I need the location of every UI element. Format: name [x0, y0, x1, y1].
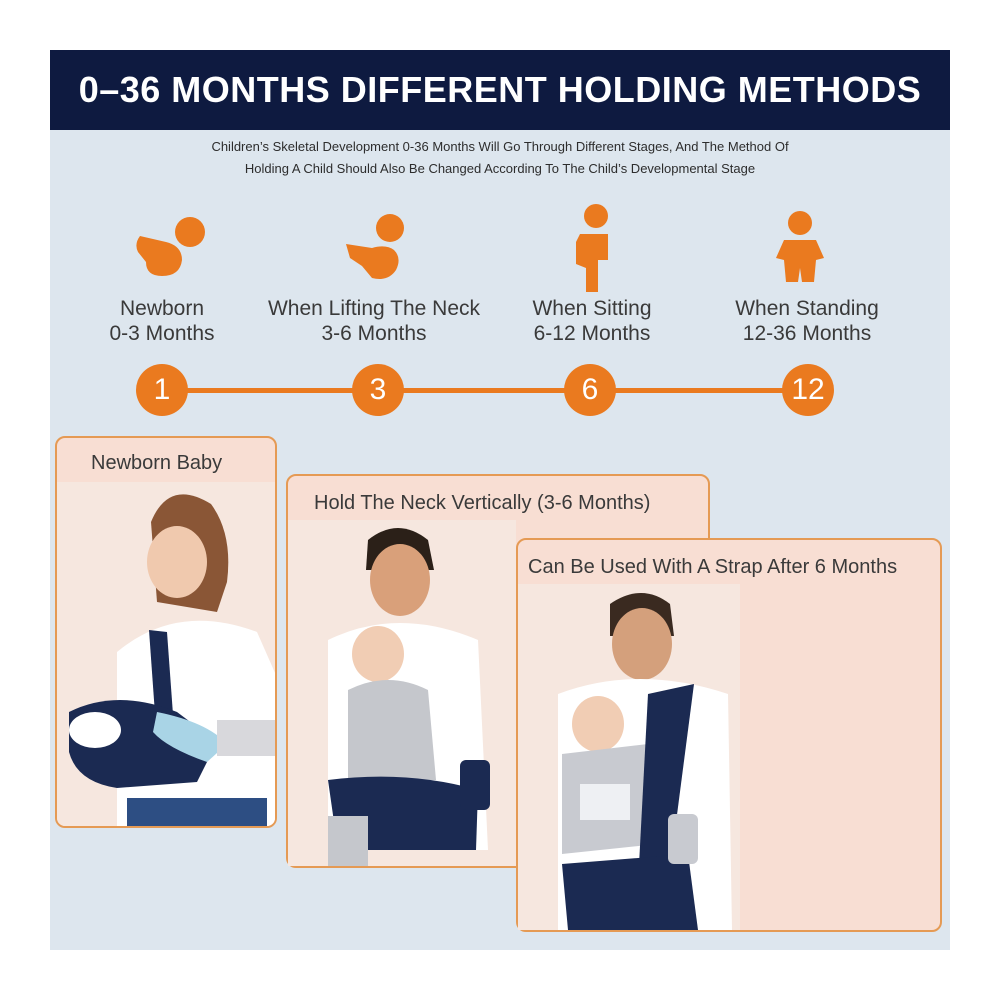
- stage-title: When Sitting: [532, 297, 652, 320]
- baby-sitting-icon: [568, 202, 618, 296]
- panel-label: Hold The Neck Vertically (3-6 Months): [314, 492, 651, 514]
- timeline-line: [162, 388, 822, 393]
- stage-age: 3-6 Months: [321, 322, 427, 345]
- step-circle-3: 3: [352, 364, 404, 416]
- stage-age: 6-12 Months: [533, 322, 651, 345]
- step-circle-1: 1: [136, 364, 188, 416]
- subtitle-line-2: Holding A Child Should Also Be Changed According To The Child’s Developmental Stage: [244, 161, 756, 176]
- step-circle-6: 6: [564, 364, 616, 416]
- stage-title: Newborn: [119, 297, 205, 320]
- baby-lifting-neck-icon: [342, 210, 412, 284]
- subtitle: [70, 136, 930, 180]
- stage-label-sitting: [472, 296, 712, 346]
- stage-title: When Lifting The Neck: [267, 297, 481, 320]
- stage-label-lifting-neck: [254, 296, 494, 346]
- step-circle-12: 12: [782, 364, 834, 416]
- header-bar: [50, 50, 950, 130]
- stage-age: 0-3 Months: [109, 322, 215, 345]
- stage-label-standing: [687, 296, 927, 346]
- infographic-canvas: [50, 50, 950, 950]
- page-title: 0–36 MONTHS DIFFERENT HOLDING METHODS: [78, 69, 922, 110]
- baby-lying-icon: [132, 212, 212, 282]
- panel-newborn: [55, 436, 277, 828]
- panel-label: Can Be Used With A Strap After 6 Months: [528, 556, 898, 578]
- subtitle-line-1: Children’s Skeletal Development 0-36 Months Will Go Through Different Stages, And The Method Of: [211, 139, 789, 154]
- stage-title: When Standing: [735, 297, 879, 320]
- panel-label: Newborn Baby: [91, 452, 223, 474]
- baby-standing-icon: [774, 210, 826, 286]
- stage-label-newborn: [50, 296, 282, 346]
- stage-age: 12-36 Months: [742, 322, 872, 345]
- neck-vertical-carrier-photo: [288, 520, 516, 866]
- strap-carrier-photo: [518, 584, 740, 930]
- newborn-carrier-photo: [57, 482, 277, 828]
